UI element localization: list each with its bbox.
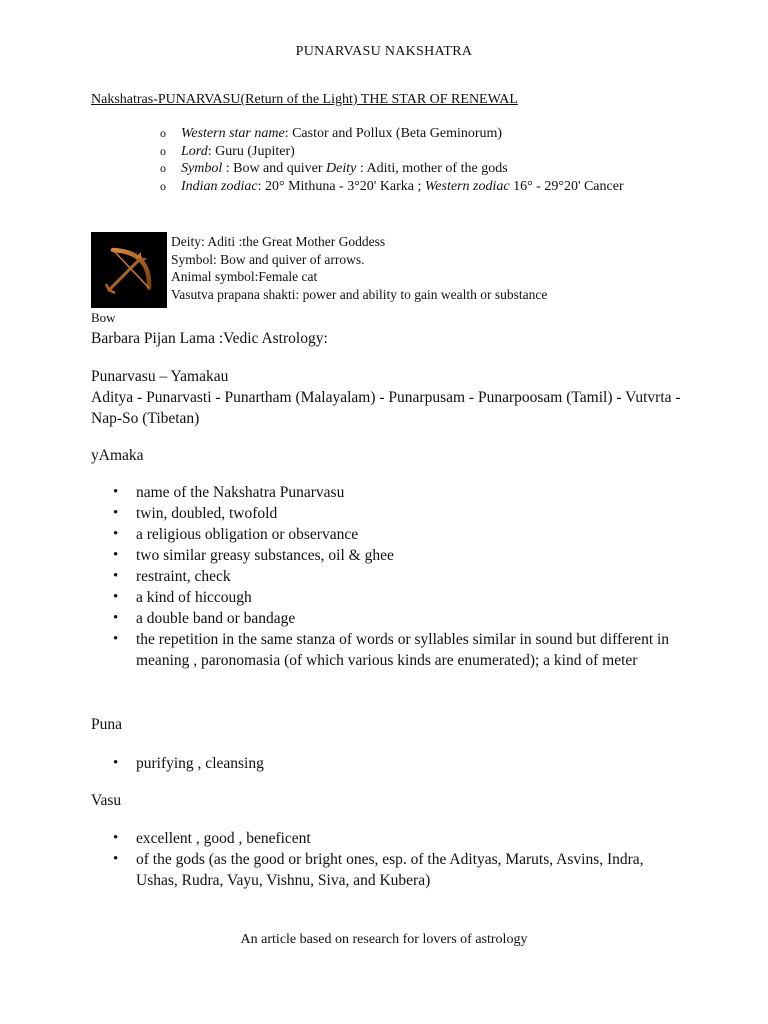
bullet-icon: • — [113, 755, 119, 771]
document-title: Nakshatras-PUNARVASU(Return of the Light) THE STAR OF RENEWAL — [91, 92, 518, 107]
attribute-label: Deity — [326, 161, 357, 176]
list-item — [91, 482, 681, 503]
info-line: Animal symbol:Female cat — [171, 269, 318, 284]
puna-definition-list — [91, 753, 681, 774]
attribute-label: Lord — [181, 143, 208, 159]
names-paragraph — [91, 366, 681, 429]
image-caption: Bow — [91, 310, 116, 325]
definition-text: purifying , cleansing — [136, 755, 264, 772]
bullet-icon: • — [113, 505, 119, 521]
attribute-label: Indian zodiac — [181, 178, 258, 194]
list-item — [160, 143, 680, 161]
list-item — [91, 849, 681, 891]
list-item — [91, 587, 681, 608]
vasu-definition-list — [91, 828, 681, 891]
attribute-label: Symbol — [181, 161, 223, 176]
definition-text: excellent , good , beneficent — [136, 830, 311, 847]
definition-text: restraint, check — [136, 568, 231, 585]
attribute-label: Western zodiac — [424, 178, 510, 194]
definition-text: twin, doubled, twofold — [136, 505, 278, 522]
bullet-icon: • — [113, 568, 119, 584]
deity-info — [171, 233, 547, 303]
info-line: Deity: Aditi :the Great Mother Goddess — [171, 234, 386, 249]
bullet-icon: • — [113, 589, 119, 605]
attribute-value: : 20° Mithuna - 3°20' Karka ; — [257, 178, 425, 194]
definition-text: a kind of hiccough — [136, 589, 252, 606]
info-line: Vasutva prapana shakti: power and ability to gain wealth or substance — [171, 286, 548, 302]
definition-text: two similar greasy substances, oil & ghee — [136, 547, 394, 564]
list-item — [91, 566, 681, 587]
info-line: Symbol: Bow and quiver of arrows. — [171, 251, 365, 267]
circle-bullet-icon: o — [160, 178, 166, 193]
attribute-value: : Castor and Pollux (Beta Geminorum) — [284, 126, 503, 141]
list-item — [160, 178, 680, 196]
names-line: Aditya - Punarvasti - Punartham (Malayalam) - Punarpusam - Punarpoosam (Tamil) - Vutvrta - Nap-So (Tibetan) — [91, 389, 681, 427]
list-item — [91, 629, 681, 671]
bullet-icon: • — [113, 484, 119, 500]
bullet-icon: • — [113, 830, 119, 846]
circle-bullet-icon: o — [160, 126, 166, 140]
bullet-icon: • — [113, 547, 119, 563]
section-heading: yAmaka — [91, 447, 144, 464]
list-item — [91, 608, 681, 629]
list-item — [91, 545, 681, 566]
list-item — [91, 524, 681, 545]
list-item — [160, 160, 680, 178]
bow-and-arrow-icon — [91, 232, 167, 308]
attribute-value: : Bow and quiver — [222, 161, 327, 176]
circle-bullet-icon: o — [160, 161, 166, 175]
definition-text: the repetition in the same stanza of words or syllables similar in sound but different in meaning , paronomasia (of which various kinds are enumerated); a kind of meter — [136, 631, 670, 669]
list-item — [160, 125, 680, 143]
attribute-value: 16° - 29°20' Cancer — [509, 178, 624, 194]
names-line: Punarvasu – Yamakau — [91, 368, 229, 385]
definition-text: name of the Nakshatra Punarvasu — [136, 484, 345, 501]
bullet-icon: • — [113, 631, 119, 647]
nakshatra-attributes-list — [160, 125, 680, 195]
definition-text: a double band or bandage — [136, 610, 296, 627]
bullet-icon: • — [113, 851, 119, 867]
definition-text: a religious obligation or observance — [136, 526, 359, 543]
page-footer: An article based on research for lovers of astrology — [240, 932, 528, 947]
attribute-value: : Guru (Jupiter) — [207, 143, 295, 159]
attribute-value: : Aditi, mother of the gods — [356, 161, 508, 176]
section-heading: Puna — [91, 716, 122, 733]
definition-text: of the gods (as the good or bright ones, esp. of the Adityas, Maruts, Asvins, Indra, Ushas, Rudra, Vayu, Vishnu, Siva, and Kubera) — [136, 851, 644, 889]
section-heading: Vasu — [91, 792, 122, 809]
list-item — [91, 753, 681, 774]
list-item — [91, 828, 681, 849]
attribute-label: Western star name — [181, 126, 285, 141]
source-line: Barbara Pijan Lama :Vedic Astrology: — [91, 330, 328, 347]
bow-image — [91, 232, 167, 308]
yamaka-definition-list — [91, 482, 681, 671]
bullet-icon: • — [113, 610, 119, 626]
bullet-icon: • — [113, 526, 119, 542]
list-item — [91, 503, 681, 524]
page-header: PUNARVASU NAKSHATRA — [295, 44, 473, 59]
circle-bullet-icon: o — [160, 143, 166, 158]
